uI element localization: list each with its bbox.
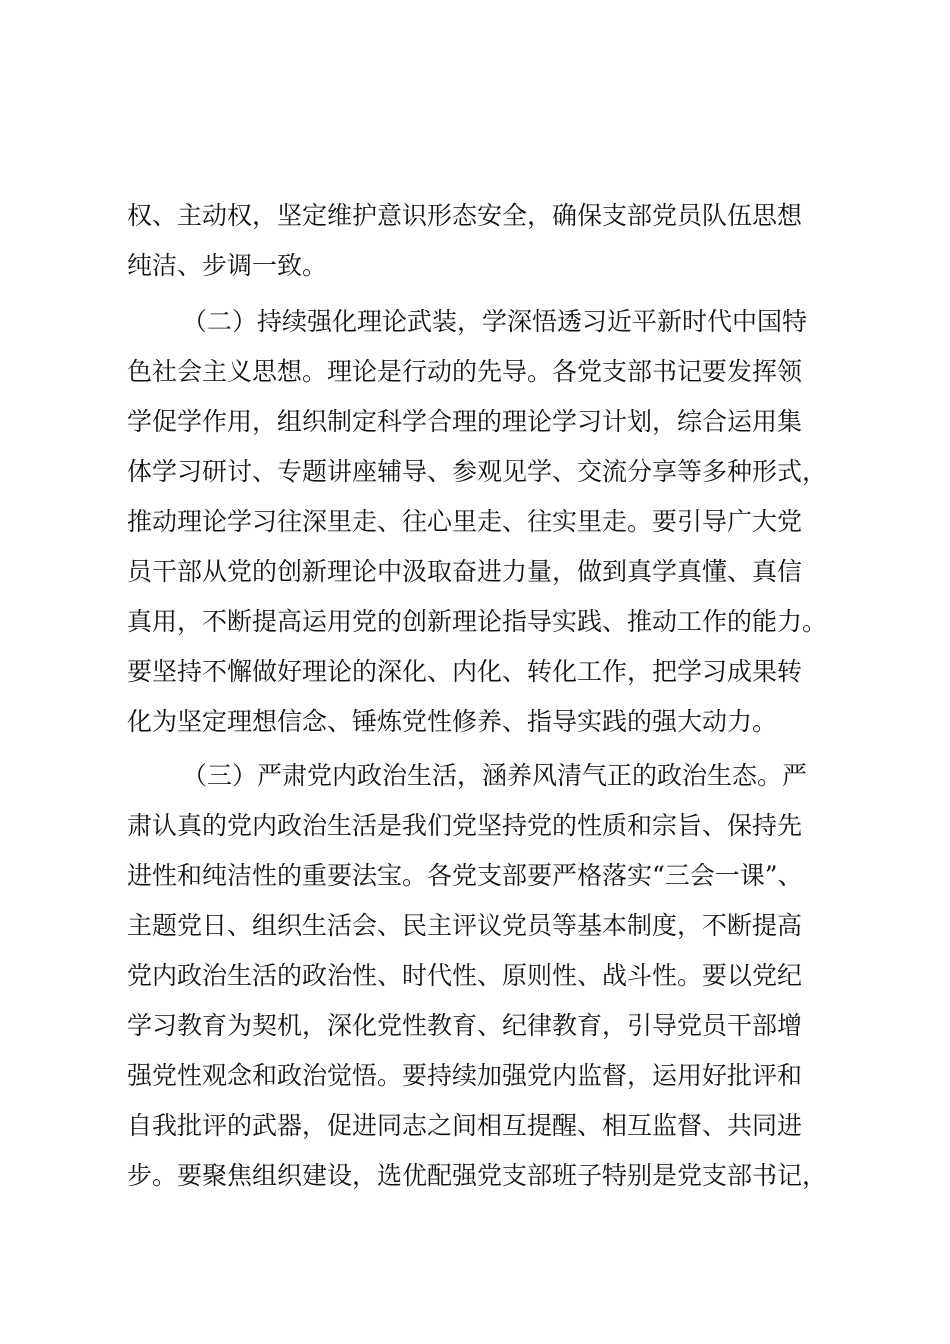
text-line: 员干部从党的创新理论中汲取奋进力量，做到真学真懂、真信 (127, 557, 803, 586)
text-line: 推动理论学习往深里走、往心里走、往实里走。要引导广大党 (127, 507, 803, 536)
text-line: 纯洁、步调一致。 (127, 251, 328, 280)
paragraph-political-life (127, 751, 827, 1201)
text-line: 强党性观念和政治觉悟。要持续加强党内监督，运用好批评和 (127, 1061, 803, 1090)
text-line: 真用，不断提高运用党的创新理论指导实践、推动工作的能力。 (127, 607, 828, 636)
text-line: 要坚持不懈做好理论的深化、内化、转化工作，把学习成果转 (127, 657, 803, 686)
text-line: 学习教育为契机，深化党性教育、纪律教育，引导党员干部增 (127, 1011, 803, 1040)
text-line: 化为坚定理想信念、锤炼党性修养、指导实践的强大动力。 (127, 707, 778, 736)
paragraph-theory-study (127, 297, 827, 747)
text-line: 肃认真的党内政治生活是我们党坚持党的性质和宗旨、保持先 (127, 811, 803, 840)
text-line: 主题党日、组织生活会、民主评议党员等基本制度，不断提高 (127, 911, 803, 940)
text-line: 学促学作用，组织制定科学合理的理论学习计划，综合运用集 (127, 407, 803, 436)
paragraph-continuation (127, 191, 827, 291)
text-line: 步。要聚焦组织建设，选优配强党支部班子特别是党支部书记， (127, 1161, 828, 1190)
text-line: （二）持续强化理论武装，学深悟透习近平新时代中国特 (182, 307, 808, 336)
text-line: 色社会主义思想。理论是行动的先导。各党支部书记要发挥领 (127, 357, 803, 386)
text-line: 体学习研讨、专题讲座辅导、参观见学、交流分享等多种形式， (127, 457, 828, 486)
text-line: 党内政治生活的政治性、时代性、原则性、战斗性。要以党纪 (127, 961, 803, 990)
text-line: 自我批评的武器，促进同志之间相互提醒、相互监督、共同进 (127, 1111, 803, 1140)
text-line: （三）严肃党内政治生活，涵养风清气正的政治生态。严 (182, 761, 808, 790)
text-line: 权、主动权，坚定维护意识形态安全，确保支部党员队伍思想 (127, 201, 803, 230)
text-line: 进性和纯洁性的重要法宝。各党支部要严格落实“三会一课”、 (127, 861, 803, 890)
